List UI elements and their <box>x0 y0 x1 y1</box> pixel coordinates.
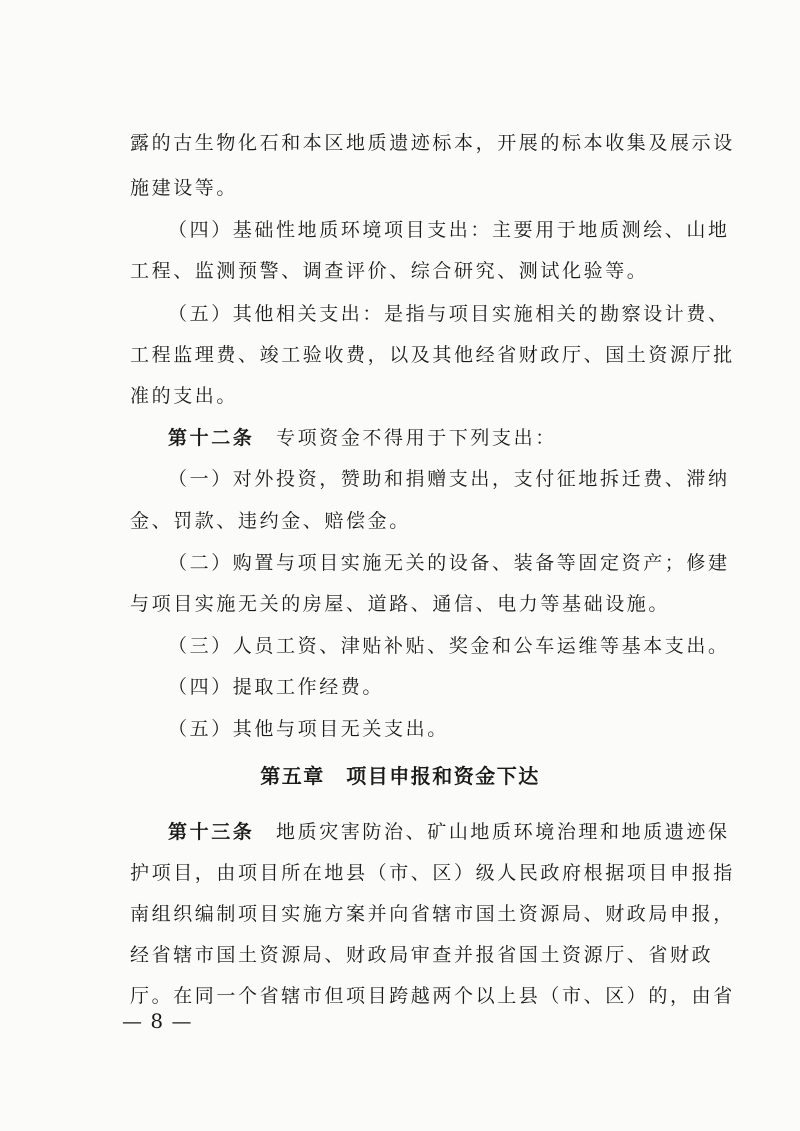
text-line: 厅。在同一个省辖市但项目跨越两个以上县（市、区）的，由省 <box>130 985 735 1007</box>
text-line: 护项目，由项目所在地县（市、区）级人民政府根据项目申报指 <box>130 862 735 884</box>
chapter-title: 第五章 项目申报和资金下达 <box>260 764 540 788</box>
text-line: 施建设等。 <box>130 177 239 199</box>
text-line: （四）基础性地质环境项目支出：主要用于地质测绘、山地 <box>168 219 730 241</box>
article-12-text: 专项资金不得用于下列支出： <box>276 427 557 449</box>
text-line: 经省辖市国土资源局、财政局审查并报省国土资源厅、省财政 <box>130 944 714 966</box>
article-12-line <box>168 426 690 450</box>
text-line: （一）对外投资，赞助和捐赠支出，支付征地拆迁费、滞纳 <box>168 468 730 490</box>
text-line: 工程监理费、竣工验收费，以及其他经省财政厅、国土资源厅批 <box>130 344 735 366</box>
page-number: — 8 — <box>122 1009 193 1033</box>
article-12-heading: 第十二条 <box>168 427 255 449</box>
article-13-heading: 第十三条 <box>168 821 255 843</box>
text-line: （二）购置与项目实施无关的设备、装备等固定资产；修建 <box>168 552 730 574</box>
text-line: 准的支出。 <box>130 385 239 407</box>
text-line: （五）其他相关支出：是指与项目实施相关的勘察设计费、 <box>168 303 730 325</box>
text-line: （四）提取工作经费。 <box>168 676 385 698</box>
article-13-text: 地质灾害防治、矿山地质环境治理和地质遗迹保 <box>276 821 730 843</box>
text-line: （三）人员工资、津贴补贴、奖金和公车运维等基本支出。 <box>168 635 730 657</box>
article-13-line <box>168 820 730 844</box>
text-line: 工程、监测预警、调查评价、综合研究、测试化验等。 <box>130 260 649 282</box>
text-line: 金、罚款、违约金、赔偿金。 <box>130 510 411 532</box>
text-line: （五）其他与项目无关支出。 <box>168 718 449 740</box>
text-line: 南组织编制项目实施方案并向省辖市国土资源局、财政局申报， <box>130 903 735 925</box>
text-line: 与项目实施无关的房屋、道路、通信、电力等基础设施。 <box>130 593 671 615</box>
text-line: 露的古生物化石和本区地质遗迹标本，开展的标本收集及展示设 <box>130 132 735 154</box>
